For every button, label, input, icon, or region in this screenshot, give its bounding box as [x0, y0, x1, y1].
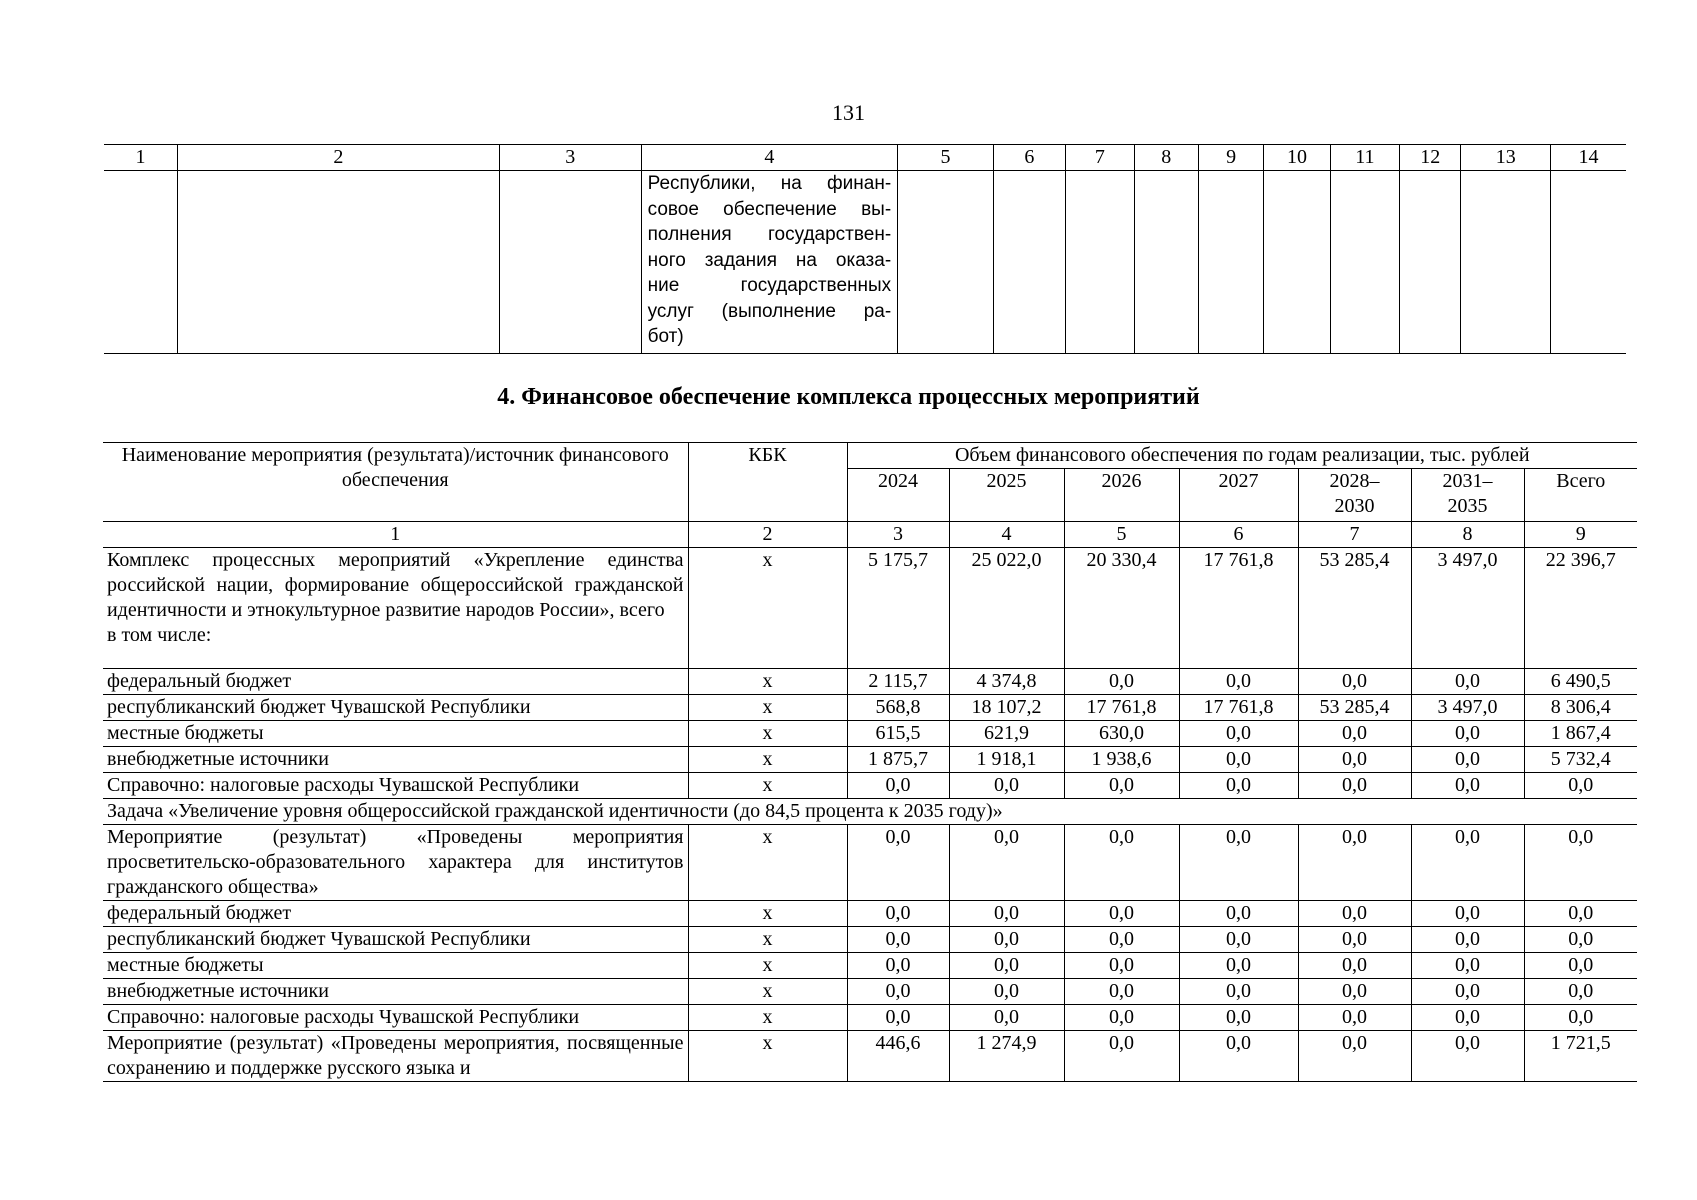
- value-cell: 1 867,4: [1524, 721, 1637, 747]
- value-cell: 0,0: [949, 901, 1064, 927]
- value-cell: 0,0: [1064, 825, 1179, 901]
- column-number: 2: [688, 522, 847, 548]
- row-name: [103, 548, 688, 669]
- value-cell: 0,0: [1298, 721, 1411, 747]
- kbk-cell: х: [688, 669, 847, 695]
- page-number: 131: [832, 100, 865, 125]
- column-number: 5: [898, 145, 994, 171]
- value-cell: 615,5: [847, 721, 949, 747]
- value-cell: 0,0: [1179, 927, 1298, 953]
- value-cell: 0,0: [1524, 901, 1637, 927]
- value-cell: 20 330,4: [1064, 548, 1179, 669]
- value-cell: 0,0: [1298, 901, 1411, 927]
- description-line: бот): [647, 326, 684, 347]
- value-cell: 0,0: [1179, 721, 1298, 747]
- row-name-text: Мероприятие (результат) «Проведены мероприятия просветительско-образовательного характера для институтов гражданского общества»: [107, 826, 684, 898]
- value-cell: 0,0: [1411, 747, 1524, 773]
- header-year-text: 2024: [878, 470, 918, 492]
- value-cell: 8 306,4: [1524, 695, 1637, 721]
- row-name: республиканский бюджет Чувашской Республики: [103, 695, 688, 721]
- value-cell: 5 732,4: [1524, 747, 1637, 773]
- column-number: 5: [1064, 522, 1179, 548]
- value-cell: 0,0: [1064, 979, 1179, 1005]
- header-year-text: 2027: [1218, 470, 1259, 492]
- header-year-text: 2026: [1101, 470, 1142, 492]
- column-number: 8: [1411, 522, 1524, 548]
- column-number: 4: [641, 145, 898, 171]
- value-cell: 0,0: [847, 825, 949, 901]
- description-cell: [641, 171, 898, 354]
- row-name: республиканский бюджет Чувашской Республики: [103, 927, 688, 953]
- kbk-cell: х: [688, 825, 847, 901]
- header-row: [103, 443, 1637, 469]
- value-cell: 0,0: [949, 773, 1064, 799]
- value-cell: 0,0: [1411, 669, 1524, 695]
- value-cell: 0,0: [1411, 927, 1524, 953]
- column-number: 8: [1134, 145, 1198, 171]
- table-row: [103, 927, 1637, 953]
- row-name: внебюджетные источники: [103, 979, 688, 1005]
- kbk-cell: х: [688, 927, 847, 953]
- value-cell: 1 918,1: [949, 747, 1064, 773]
- row-name: федеральный бюджет: [103, 901, 688, 927]
- description-line: полнения государствен-: [647, 224, 892, 245]
- column-number: 7: [1298, 522, 1411, 548]
- value-cell: 0,0: [1411, 1031, 1524, 1082]
- header-year-text: 2028–: [1329, 470, 1380, 492]
- value-cell: 0,0: [1524, 953, 1637, 979]
- description-line: ного задания на оказа-: [647, 249, 892, 271]
- header-name-column: Наименование мероприятия (результата)/источник финансового обеспечения: [103, 443, 688, 522]
- value-cell: 0,0: [1298, 1031, 1411, 1082]
- value-cell: 53 285,4: [1298, 548, 1411, 669]
- task-cell: Задача «Увеличение уровня общероссийской гражданской идентичности (до 84,5 процента к 2035 году)»: [103, 799, 1637, 825]
- value-cell: 0,0: [1298, 773, 1411, 799]
- header-year: [949, 469, 1064, 522]
- value-cell: 0,0: [1411, 901, 1524, 927]
- kbk-cell: х: [688, 747, 847, 773]
- value-cell: 630,0: [1064, 721, 1179, 747]
- column-number: 14: [1550, 145, 1626, 171]
- kbk-cell: х: [688, 901, 847, 927]
- column-number: 9: [1524, 522, 1637, 548]
- value-cell: 0,0: [1411, 773, 1524, 799]
- row-name: Справочно: налоговые расходы Чувашской Республики: [103, 773, 688, 799]
- value-cell: 1 274,9: [949, 1031, 1064, 1082]
- value-cell: 18 107,2: [949, 695, 1064, 721]
- value-cell: 0,0: [1524, 927, 1637, 953]
- kbk-cell: х: [688, 695, 847, 721]
- column-number: 3: [847, 522, 949, 548]
- value-cell: 0,0: [1179, 1031, 1298, 1082]
- value-cell: 53 285,4: [1298, 695, 1411, 721]
- row-name: Справочно: налоговые расходы Чувашской Республики: [103, 1005, 688, 1031]
- header-year: [847, 469, 949, 522]
- column-number: 10: [1264, 145, 1330, 171]
- value-cell: 0,0: [1179, 901, 1298, 927]
- table-row: [104, 171, 1626, 354]
- value-cell: 0,0: [1524, 773, 1637, 799]
- value-cell: 5 175,7: [847, 548, 949, 669]
- column-number: 9: [1198, 145, 1263, 171]
- table-row: [103, 695, 1637, 721]
- value-cell: 446,6: [847, 1031, 949, 1082]
- header-year-text: 2035: [1447, 495, 1488, 517]
- value-cell: 0,0: [1064, 669, 1179, 695]
- value-cell: 0,0: [847, 773, 949, 799]
- value-cell: 17 761,8: [1179, 695, 1298, 721]
- column-number: 1: [103, 522, 688, 548]
- table-row: [103, 1031, 1637, 1082]
- description-line: совое обеспечение вы-: [647, 198, 892, 220]
- header-year: [1179, 469, 1298, 522]
- header-year-text: 2030: [1334, 495, 1375, 517]
- column-number: 7: [1066, 145, 1134, 171]
- kbk-cell: х: [688, 773, 847, 799]
- column-number-row: [103, 522, 1637, 548]
- column-number: 3: [499, 145, 641, 171]
- value-cell: 0,0: [1064, 1031, 1179, 1082]
- value-cell: 25 022,0: [949, 548, 1064, 669]
- value-cell: 0,0: [949, 1005, 1064, 1031]
- kbk-cell: х: [688, 979, 847, 1005]
- value-cell: 0,0: [1298, 669, 1411, 695]
- row-name-text: Комплекс процессных мероприятий «Укрепление единства российской нации, формирование общероссийской гражданской идентичности и этнокультурное развитие народов России», всего: [107, 549, 684, 621]
- column-number: 13: [1461, 145, 1551, 171]
- table-row: [103, 1005, 1637, 1031]
- value-cell: 0,0: [1524, 1005, 1637, 1031]
- header-year-text: Всего: [1556, 470, 1606, 492]
- value-cell: 0,0: [1411, 979, 1524, 1005]
- table-row: [103, 548, 1637, 669]
- value-cell: 0,0: [1064, 901, 1179, 927]
- column-number: 6: [993, 145, 1065, 171]
- kbk-cell: х: [688, 1031, 847, 1082]
- table-row: [103, 669, 1637, 695]
- value-cell: 1 875,7: [847, 747, 949, 773]
- column-number: 1: [104, 145, 177, 171]
- column-number: 4: [949, 522, 1064, 548]
- section-title: 4. Финансовое обеспечение комплекса процессных мероприятий: [497, 384, 1200, 410]
- table-row: [103, 901, 1637, 927]
- description-line: услуг (выполнение ра-: [647, 300, 892, 322]
- value-cell: 0,0: [1179, 825, 1298, 901]
- header-year-text: 2025: [986, 470, 1027, 492]
- value-cell: 568,8: [847, 695, 949, 721]
- value-cell: 0,0: [1298, 953, 1411, 979]
- value-cell: 0,0: [847, 1005, 949, 1031]
- value-cell: 0,0: [1411, 1005, 1524, 1031]
- header-year: [1411, 469, 1524, 522]
- value-cell: 0,0: [949, 953, 1064, 979]
- value-cell: 0,0: [847, 953, 949, 979]
- value-cell: 0,0: [1064, 1005, 1179, 1031]
- value-cell: 0,0: [1298, 927, 1411, 953]
- value-cell: 3 497,0: [1411, 548, 1524, 669]
- value-cell: 0,0: [847, 979, 949, 1005]
- value-cell: 0,0: [1179, 1005, 1298, 1031]
- header-year-text: 2031–: [1442, 470, 1493, 492]
- value-cell: 6 490,5: [1524, 669, 1637, 695]
- value-cell: 0,0: [1179, 669, 1298, 695]
- header-kbk-column: КБК: [688, 443, 847, 522]
- value-cell: 0,0: [1411, 953, 1524, 979]
- row-name: [103, 1031, 688, 1082]
- row-name: [103, 825, 688, 901]
- value-cell: 0,0: [949, 927, 1064, 953]
- description-line: Республики, на финан-: [647, 173, 892, 194]
- column-number-row: [104, 145, 1626, 171]
- table-row: [103, 825, 1637, 901]
- header-volume-column: Объем финансового обеспечения по годам реализации, тыс. рублей: [847, 443, 1637, 469]
- table-row: [103, 953, 1637, 979]
- value-cell: 1 721,5: [1524, 1031, 1637, 1082]
- row-name: местные бюджеты: [103, 953, 688, 979]
- continuation-table: [104, 144, 1626, 354]
- value-cell: 0,0: [847, 901, 949, 927]
- table-row: [103, 773, 1637, 799]
- kbk-cell: х: [688, 953, 847, 979]
- kbk-cell: х: [688, 548, 847, 669]
- value-cell: 621,9: [949, 721, 1064, 747]
- value-cell: 0,0: [1064, 927, 1179, 953]
- value-cell: 0,0: [1524, 979, 1637, 1005]
- column-number: 6: [1179, 522, 1298, 548]
- column-number: 11: [1330, 145, 1399, 171]
- value-cell: 0,0: [1298, 1005, 1411, 1031]
- description-line: ние государственных: [647, 275, 892, 296]
- value-cell: 0,0: [1411, 825, 1524, 901]
- kbk-cell: х: [688, 1005, 847, 1031]
- value-cell: 0,0: [949, 979, 1064, 1005]
- header-year: [1298, 469, 1411, 522]
- value-cell: 3 497,0: [1411, 695, 1524, 721]
- kbk-cell: х: [688, 721, 847, 747]
- value-cell: 0,0: [1298, 979, 1411, 1005]
- value-cell: 17 761,8: [1179, 548, 1298, 669]
- table-row: [103, 721, 1637, 747]
- value-cell: 2 115,7: [847, 669, 949, 695]
- row-name: местные бюджеты: [103, 721, 688, 747]
- value-cell: 0,0: [1524, 825, 1637, 901]
- value-cell: 0,0: [949, 825, 1064, 901]
- value-cell: 0,0: [1064, 773, 1179, 799]
- value-cell: 22 396,7: [1524, 548, 1637, 669]
- value-cell: 0,0: [1298, 747, 1411, 773]
- value-cell: 0,0: [1411, 721, 1524, 747]
- row-name: федеральный бюджет: [103, 669, 688, 695]
- value-cell: 0,0: [1179, 747, 1298, 773]
- task-row: [103, 799, 1637, 825]
- header-year: [1064, 469, 1179, 522]
- header-year: [1524, 469, 1637, 522]
- value-cell: 0,0: [1179, 953, 1298, 979]
- value-cell: 0,0: [1179, 773, 1298, 799]
- value-cell: 0,0: [1179, 979, 1298, 1005]
- row-name: внебюджетные источники: [103, 747, 688, 773]
- value-cell: 17 761,8: [1064, 695, 1179, 721]
- column-number: 2: [177, 145, 499, 171]
- column-number: 12: [1400, 145, 1461, 171]
- row-name-text: Мероприятие (результат) «Проведены мероприятия, посвященные сохранению и поддержке русского языка и: [107, 1032, 684, 1079]
- table-row: [103, 747, 1637, 773]
- value-cell: 1 938,6: [1064, 747, 1179, 773]
- row-name-extra: в том числе:: [107, 624, 212, 646]
- value-cell: 4 374,8: [949, 669, 1064, 695]
- value-cell: 0,0: [1298, 825, 1411, 901]
- value-cell: 0,0: [847, 927, 949, 953]
- financial-table: [103, 442, 1637, 1082]
- table-row: [103, 979, 1637, 1005]
- value-cell: 0,0: [1064, 953, 1179, 979]
